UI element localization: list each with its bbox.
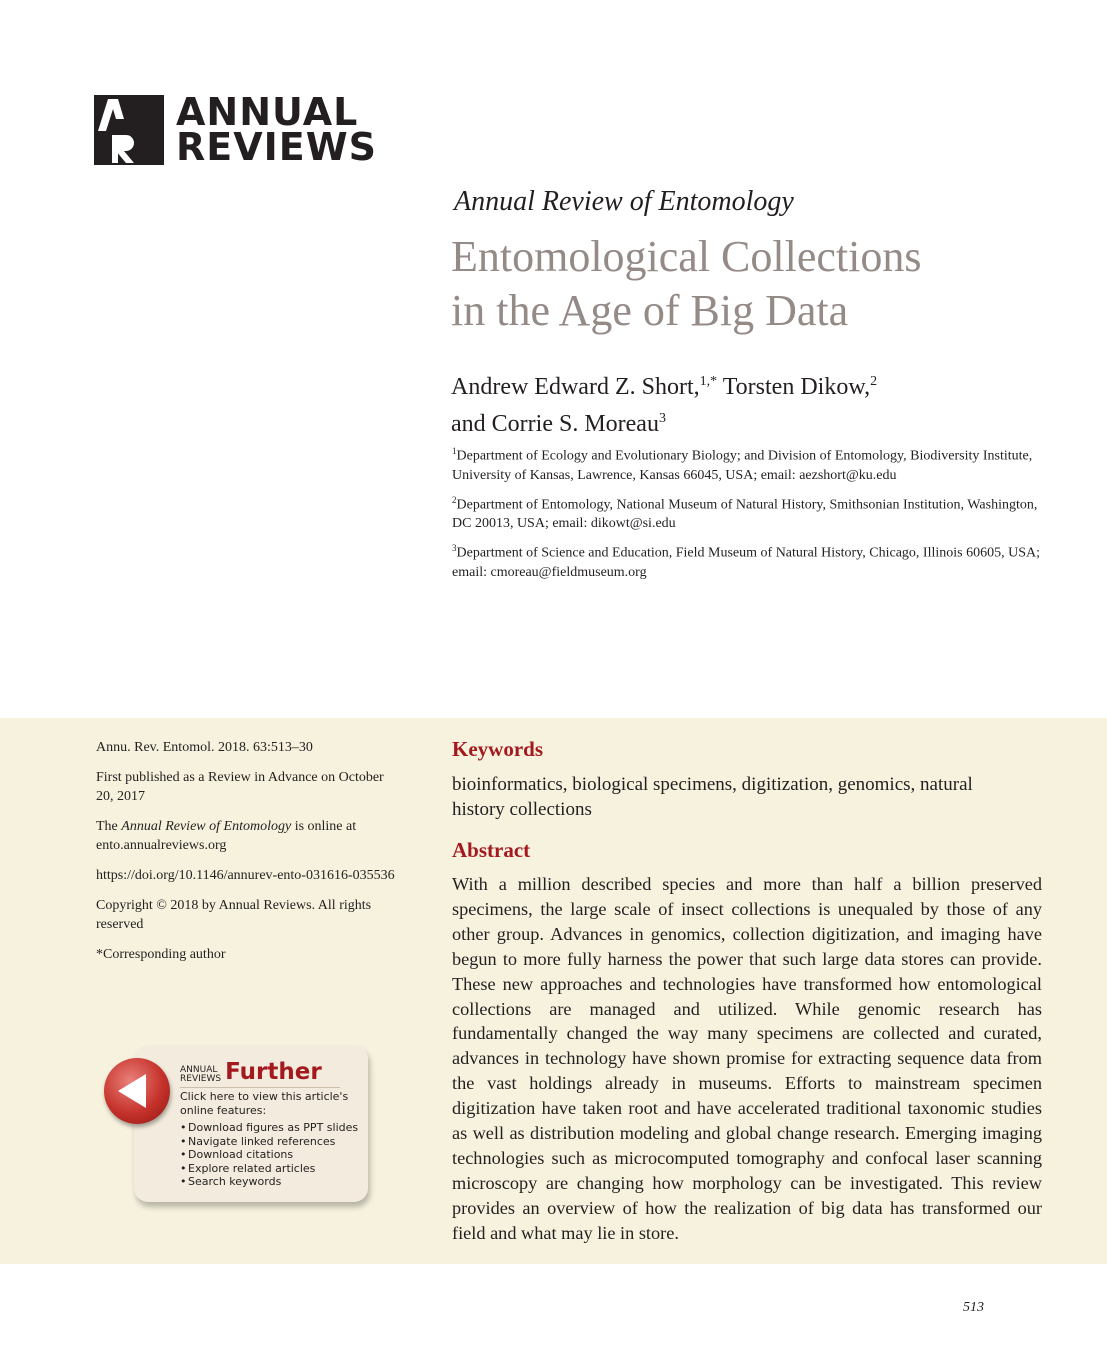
affiliations <box>452 442 1052 588</box>
abstract-text: With a million described species and more than half a billion preserved specimens, the large scale of insect collections is unequaled by those of any other group. Advances in genomics, collection digitization, and imaging have begun to more fully harness the power that such large data stores can provide. These new approaches and technologies have transformed how entomological collections are managed and utilized. While genomic research has fundamentally changed the way many specimens are collected and curated, advances in technology have shown promise for extracting sequence data from the vast holdings already in museums. Efforts to mainstream specimen digitization have taken root and have accelerated traditional taxonomic studies as well as distribution modeling and global change research. Emerging imaging technologies such as microcomputed tomography and confocal laser scanning microscopy are changing how morphology can be investigated. This review provides an overview of how the realization of big data has transformed our field and what may lie in store. <box>452 874 1042 1243</box>
ar-logo-mark-icon <box>94 95 164 165</box>
feature-item: • Download citations <box>180 1148 360 1162</box>
feature-item: • Navigate linked references <box>180 1135 360 1149</box>
abstract-heading: Abstract <box>452 838 531 862</box>
further-title: Further <box>225 1059 322 1085</box>
title-line-2: in the Age of Big Data <box>451 286 849 335</box>
author-3-affil: 3 <box>658 411 666 426</box>
online-journal-name: Annual Review of Entomology <box>121 819 292 834</box>
first-published: First published as a Review in Advance on October 20, 2017 <box>96 770 384 804</box>
affil-number: 1 <box>452 446 457 456</box>
keywords-heading: Keywords <box>452 737 543 761</box>
journal-name: Annual Review of Entomology <box>454 186 794 217</box>
click-here-description: to view this article's online features: <box>180 1090 349 1117</box>
author-1: Andrew Edward Z. Short, <box>451 374 700 400</box>
affil-text: Department of Entomology, National Museum of Natural History, Smithsonian Institution, Washington, DC 20013, USA; email: dikowt@si.edu <box>452 497 1038 532</box>
affiliation-2 <box>452 491 1052 534</box>
feature-item: • Search keywords <box>180 1175 360 1189</box>
affiliation-1 <box>452 442 1052 485</box>
affil-number: 2 <box>452 494 457 505</box>
further-annual: ANNUAL <box>180 1065 218 1075</box>
online-availability: The Annual Review of Entomology is online at ento.annualreviews.org <box>96 819 357 853</box>
affil-text: Department of Ecology and Evolutionary Biology; and Division of Entomology, Biodiversity Institute, University of Kansas, Lawrence, Kansas 66045, USA; email: aezshort@ku.edu <box>452 448 1033 483</box>
corresponding-author-note: *Corresponding author <box>96 947 226 962</box>
author-list <box>451 366 877 440</box>
further-play-button[interactable] <box>104 1058 170 1124</box>
title-line-1: Entomological Collections <box>451 232 922 281</box>
logo-line-reviews: REVIEWS <box>176 125 378 169</box>
article-title <box>451 230 922 338</box>
affiliation-3 <box>452 539 1052 582</box>
doi-link[interactable]: https://doi.org/10.1146/annurev-ento-031616-035536 <box>96 868 395 883</box>
further-reviews: REVIEWS <box>180 1074 222 1084</box>
keywords-text: bioinformatics, biological specimens, digitization, genomics, natural history collections <box>452 774 973 820</box>
author-2-affil: 2 <box>870 374 878 389</box>
feature-item: • Download figures as PPT slides <box>180 1121 360 1135</box>
citation: Annu. Rev. Entomol. 2018. 63:513–30 <box>96 740 313 755</box>
logo-line-annual: ANNUAL <box>176 90 359 134</box>
article-metadata <box>96 738 396 975</box>
annual-reviews-logo <box>94 90 378 169</box>
further-header <box>180 1060 322 1084</box>
feature-item: • Explore related articles <box>180 1162 360 1176</box>
copyright: Copyright © 2018 by Annual Reviews. All rights reserved <box>96 898 372 932</box>
further-features-list <box>180 1121 360 1189</box>
further-divider <box>180 1087 340 1088</box>
affil-number: 3 <box>452 543 457 554</box>
affil-text: Department of Science and Education, Field Museum of Natural History, Chicago, Illinois 60605, USA; email: cmoreau@fieldmuseum.org <box>452 545 1040 580</box>
author-3: and Corrie S. Moreau <box>451 411 659 437</box>
left-triangle-icon <box>104 1058 170 1124</box>
page-number: 513 <box>963 1300 984 1315</box>
author-1-affil: 1,* <box>699 374 718 389</box>
author-2: Torsten Dikow, <box>717 374 871 400</box>
click-here-link[interactable]: Click here <box>180 1090 235 1103</box>
